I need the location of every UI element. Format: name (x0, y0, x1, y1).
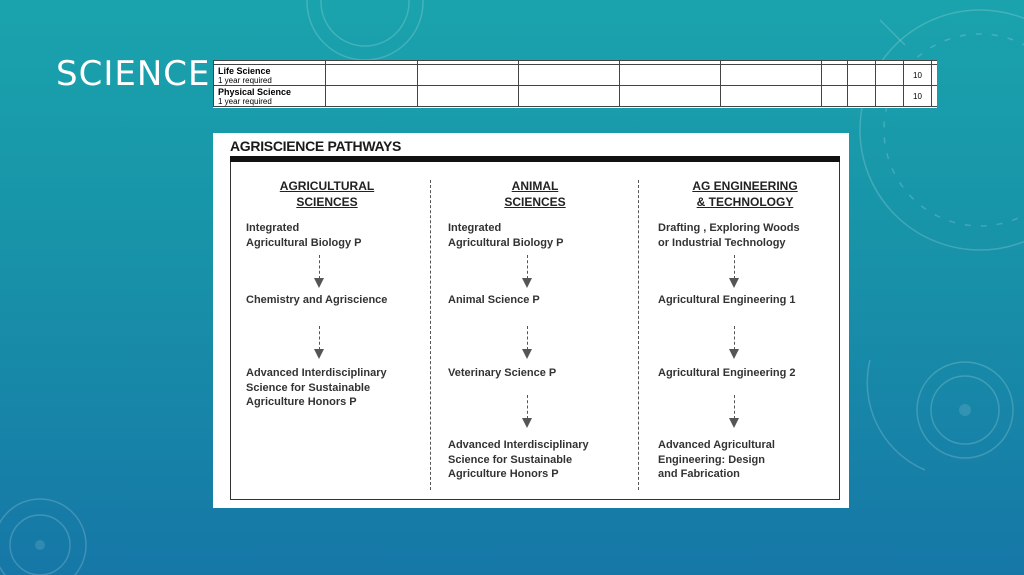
arrow-down-icon (522, 395, 532, 429)
course-item: Chemistry and Agriscience (246, 294, 388, 306)
course-requirement: 1 year required (218, 75, 272, 85)
arrow-down-icon (729, 326, 739, 360)
arrow-down-icon (314, 255, 324, 289)
course-name: Life Science (218, 65, 271, 76)
course-item: Advanced Interdisciplinary Science for Sustainable Agriculture Honors P (246, 367, 387, 408)
course-item: Agricultural Engineering 1 (658, 294, 796, 306)
course-item: Drafting , Exploring Woods or Industrial Technology (658, 222, 800, 249)
pathways-title: AGRISCIENCE PATHWAYS (230, 138, 402, 154)
course-item: Advanced Agricultural Engineering: Design and Fabrication (658, 439, 775, 480)
column-divider (638, 180, 639, 490)
course-value: 10 (904, 86, 932, 107)
course-item: Veterinary Science P (448, 367, 557, 379)
arrow-down-icon (314, 326, 324, 360)
course-table (213, 60, 937, 107)
column-heading-ag-engineering-technology: AG ENGINEERING & TECHNOLOGY (692, 179, 798, 209)
arrow-down-icon (522, 255, 532, 289)
table-row (214, 65, 938, 86)
column-heading-animal-sciences: ANIMAL SCIENCES (504, 179, 566, 209)
course-requirement: 1 year required (218, 96, 272, 106)
course-name: Physical Science (218, 86, 292, 97)
column-heading-agricultural-sciences: AGRICULTURAL SCIENCES (279, 179, 375, 209)
arrow-down-icon (729, 255, 739, 289)
arrow-down-icon (729, 395, 739, 429)
slide-title: SCIENCE (56, 54, 211, 94)
column-divider (430, 180, 431, 490)
table-row (214, 86, 938, 107)
course-item: Advanced Interdisciplinary Science for Sustainable Agriculture Honors P (448, 439, 589, 480)
course-item: Agricultural Engineering 2 (658, 367, 796, 379)
course-item: Integrated Agricultural Biology P (246, 222, 362, 249)
course-item: Integrated Agricultural Biology P (448, 222, 564, 249)
course-item: Animal Science P (448, 294, 540, 306)
arrow-down-icon (522, 326, 532, 360)
agriscience-pathways-chart (213, 133, 849, 508)
course-table-snippet (213, 60, 937, 108)
course-value: 10 (904, 65, 932, 86)
